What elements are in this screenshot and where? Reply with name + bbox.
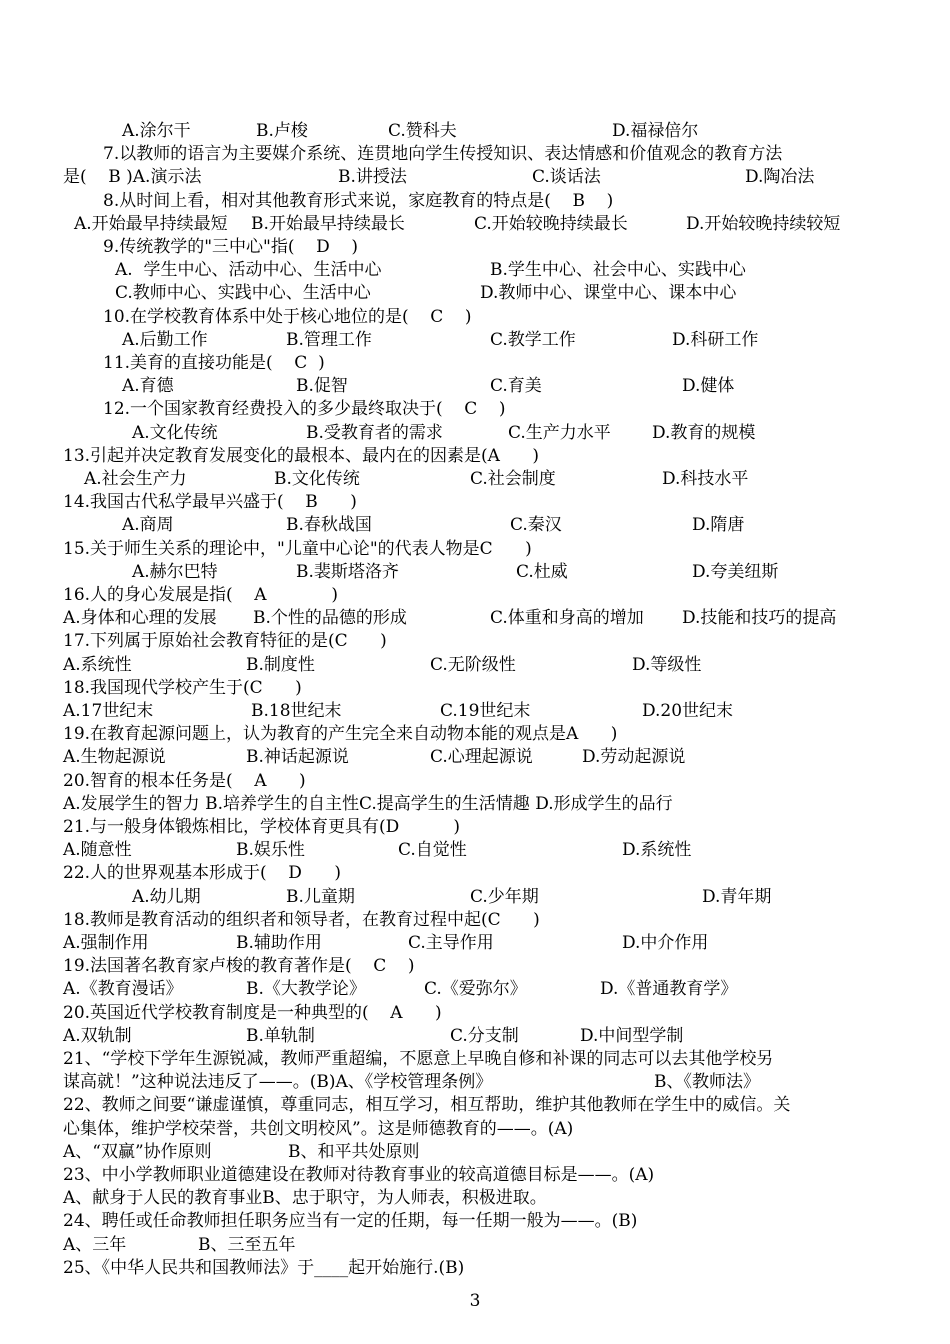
- text-line: A、三年: [63, 1234, 127, 1255]
- text-line: 8.从时间上看，相对其他教育形式来说，家庭教育的特点是( B ): [103, 190, 614, 211]
- text-line: A、献身于人民的教育事业B、忠于职守，为人师表，积极进取。: [63, 1188, 547, 1209]
- text-line: D.技能和技巧的提高: [682, 608, 837, 629]
- text-line: C.教师中心、实践中心、生活中心: [115, 283, 371, 304]
- text-line: A. 学生中心、活动中心、生活中心: [115, 260, 382, 281]
- text-line: D.福禄倍尔: [612, 121, 699, 141]
- text-line: A.系统性: [63, 654, 132, 675]
- text-line: 11.美育的直接功能是( C ): [103, 353, 325, 373]
- text-line: D.《普通教育学》: [600, 979, 738, 1000]
- text-line: C.秦汉: [510, 515, 562, 536]
- text-line: 24、聘任或任命教师担任职务应当有一定的任期，每一任期一般为——。(B): [63, 1211, 638, 1232]
- text-line: 15.关于师生关系的理论中，"儿童中心论"的代表人物是C ): [63, 538, 532, 559]
- text-line: B.《大教学论》: [246, 979, 366, 1000]
- text-line: D.科技水平: [662, 469, 749, 489]
- text-line: D.陶冶法: [745, 167, 815, 188]
- text-line: B.18世纪末: [251, 701, 342, 721]
- text-line: C.分支制: [450, 1025, 519, 1046]
- text-line: D.教师中心、课堂中心、课本中心: [480, 283, 737, 304]
- text-line: B、三至五年: [198, 1234, 296, 1255]
- text-line: A.生物起源说: [63, 747, 166, 768]
- text-line: C.开始较晚持续最长: [474, 213, 628, 234]
- text-line: 13.引起并决定教育发展变化的最根本、最内在的因素是(A ): [63, 445, 539, 466]
- text-line: B.学生中心、社会中心、实践中心: [490, 260, 746, 281]
- text-line: D.系统性: [622, 840, 692, 861]
- text-line: B.儿童期: [286, 886, 355, 907]
- text-line: D.健体: [682, 376, 735, 397]
- text-line: A、“双赢”协作原则: [63, 1141, 212, 1162]
- text-line: B.制度性: [246, 654, 315, 675]
- text-line: B.受教育者的需求: [306, 422, 443, 443]
- page-number: 3: [469, 1291, 481, 1311]
- text-line: 22.人的世界观基本形成于( D ): [63, 863, 341, 884]
- text-line: C.育美: [490, 376, 542, 397]
- text-line: A.幼儿期: [132, 886, 201, 907]
- text-line: A.17世纪末: [63, 701, 154, 721]
- text-line: 21.与一般身体锻炼相比，学校体育更具有(D ): [63, 817, 460, 837]
- text-line: 是( B )A.演示法: [63, 167, 202, 188]
- text-line: B.单轨制: [246, 1025, 315, 1046]
- text-line: D.青年期: [702, 886, 772, 907]
- text-line: 19.在教育起源问题上，认为教育的产生完全来自动物本能的观点是A ): [63, 724, 618, 745]
- text-line: A.文化传统: [132, 422, 218, 443]
- text-line: 25、《中华人民共和国教师法》于____起开始施行.(B): [63, 1257, 465, 1278]
- text-line: B、《教师法》: [654, 1072, 760, 1093]
- text-line: 22、教师之间要“谦虚谨慎，尊重同志，相互学习，相互帮助，维护其他教师在学生中的威信。关: [63, 1095, 791, 1116]
- text-line: B.促智: [296, 376, 348, 397]
- text-line: B.管理工作: [286, 329, 372, 350]
- text-line: D.夸美纽斯: [692, 561, 779, 582]
- text-line: D.劳动起源说: [582, 747, 686, 768]
- text-line: 9.传统教学的"三中心"指( D ): [103, 237, 358, 257]
- text-line: A.随意性: [63, 840, 132, 861]
- text-line: A.《教育漫话》: [63, 979, 183, 1000]
- text-line: 18.我国现代学校产生于(C ): [63, 677, 302, 698]
- text-line: D.开始较晚持续较短: [686, 213, 841, 234]
- text-line: A.涂尔干: [122, 121, 191, 141]
- text-line: B.裴斯塔洛齐: [296, 561, 399, 582]
- text-line: C.主导作用: [408, 933, 494, 953]
- text-line: 17.下列属于原始社会教育特征的是(C ): [63, 631, 387, 652]
- text-line: C.社会制度: [470, 469, 556, 489]
- text-line: 16.人的身心发展是指( A ): [63, 585, 339, 605]
- text-line: 20.智育的根本任务是( A ): [63, 770, 306, 791]
- text-line: 10.在学校教育体系中处于核心地位的是( C ): [103, 306, 472, 327]
- text-line: C.《爱弥尔》: [424, 979, 527, 1000]
- text-line: A.双轨制: [63, 1025, 132, 1046]
- text-line: A.育德: [122, 376, 174, 397]
- text-line: A.商周: [122, 515, 174, 536]
- text-line: 心集体，维护学校荣誉，共创文明校风”。这是师德教育的——。(A): [63, 1118, 574, 1139]
- text-line: B.神话起源说: [246, 747, 349, 768]
- text-line: D.科研工作: [672, 329, 759, 350]
- text-line: D.中间型学制: [580, 1025, 684, 1046]
- text-line: B、和平共处原则: [288, 1141, 420, 1162]
- text-line: B.卢梭: [256, 121, 308, 141]
- text-line: A.后勤工作: [122, 329, 208, 350]
- text-line: B.春秋战国: [286, 515, 372, 536]
- text-line: B.文化传统: [274, 469, 360, 489]
- text-line: B.开始最早持续最长: [251, 213, 405, 234]
- text-line: D.教育的规模: [652, 422, 756, 443]
- text-line: 23、中小学教师职业道德建设在教师对待教育事业的较高道德目标是——。(A): [63, 1165, 655, 1185]
- text-line: C.心理起源说: [430, 747, 533, 768]
- text-line: B.个性的品德的形成: [253, 608, 407, 629]
- text-line: C.赞科夫: [388, 121, 457, 141]
- text-line: 21、“学校下学年生源锐减，教师严重超编，不愿意上早晚自修和补课的同志可以去其他学校另: [63, 1049, 774, 1069]
- text-line: C.无阶级性: [430, 654, 516, 675]
- text-line: B.讲授法: [338, 167, 407, 188]
- text-line: 谋高就！”这种说法违反了——。(B)A、《学校管理条例》: [63, 1072, 493, 1093]
- text-line: B.娱乐性: [236, 840, 305, 861]
- text-line: 14.我国古代私学最早兴盛于( B ): [63, 492, 357, 513]
- text-line: D.中介作用: [622, 933, 709, 953]
- text-line: C.谈话法: [532, 167, 601, 188]
- text-line: 7.以教师的语言为主要媒介系统、连贯地向学生传授知识、表达情感和价值观念的教育方法: [103, 144, 783, 165]
- text-line: A.强制作用: [63, 933, 149, 953]
- text-line: C.教学工作: [490, 329, 576, 350]
- text-line: 12.一个国家教育经费投入的多少最终取决于( C ): [103, 399, 506, 420]
- text-line: A.赫尔巴特: [132, 561, 218, 582]
- text-line: C.19世纪末: [440, 701, 531, 721]
- text-line: 20.英国近代学校教育制度是一种典型的( A ): [63, 1002, 442, 1023]
- text-line: C.少年期: [470, 886, 539, 907]
- text-line: A.发展学生的智力 B.培养学生的自主性C.提高学生的生活情趣 D.形成学生的品行: [63, 793, 673, 814]
- text-line: A.身体和心理的发展: [63, 608, 217, 629]
- text-line: 19.法国著名教育家卢梭的教育著作是( C ): [63, 956, 415, 977]
- text-line: C.杜威: [516, 561, 568, 582]
- text-line: D.隋唐: [692, 515, 745, 536]
- text-line: C.自觉性: [398, 840, 467, 861]
- text-line: C.生产力水平: [508, 422, 611, 443]
- text-line: D.20世纪末: [642, 701, 734, 721]
- text-line: D.等级性: [632, 654, 702, 675]
- text-line: A.开始最早持续最短: [74, 213, 228, 234]
- text-line: B.辅助作用: [236, 933, 322, 953]
- text-line: A.社会生产力: [84, 469, 187, 489]
- text-line: 18.教师是教育活动的组织者和领导者，在教育过程中起(C ): [63, 909, 540, 930]
- text-line: C.体重和身高的增加: [490, 608, 644, 629]
